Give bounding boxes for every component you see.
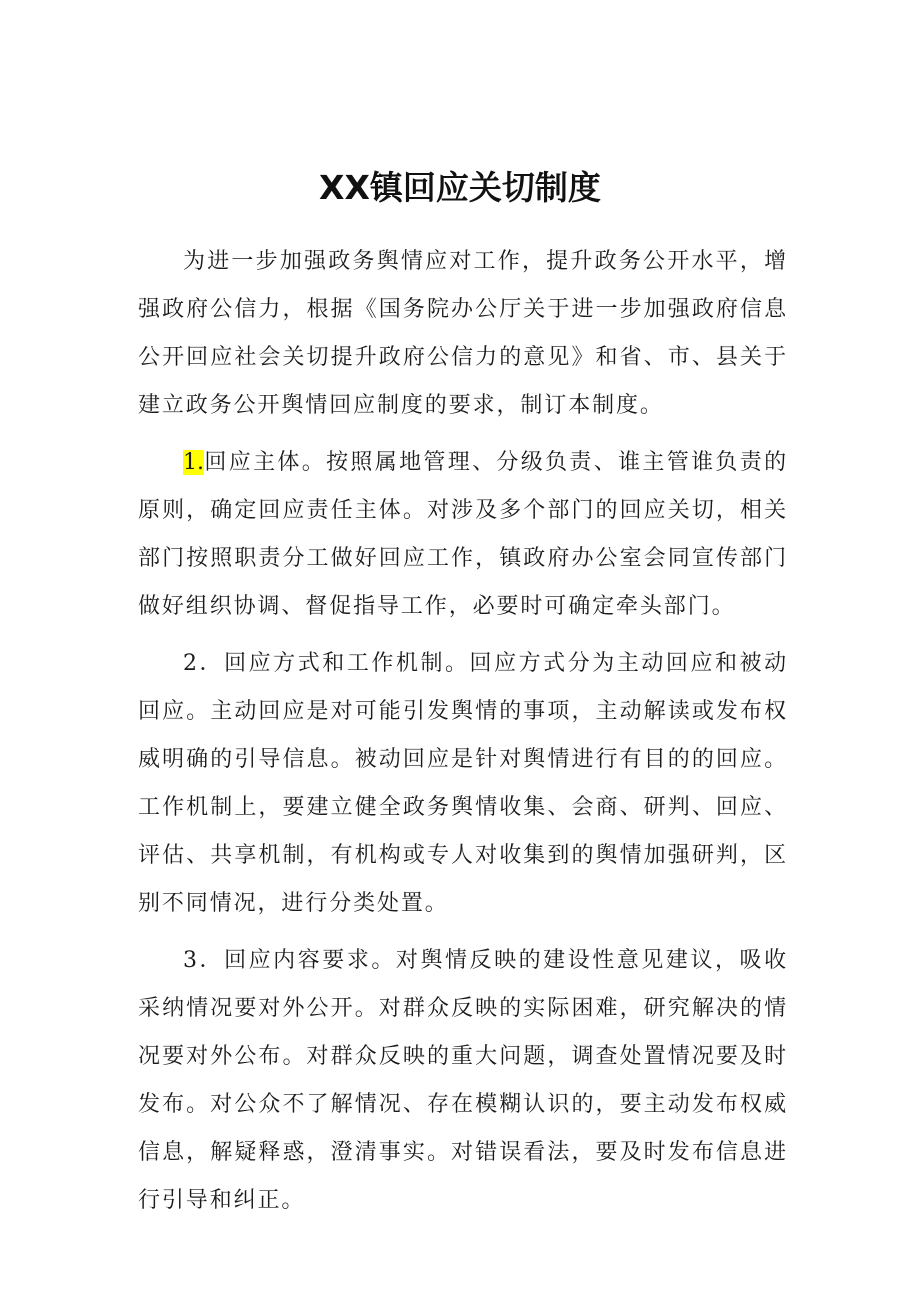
- document-body: [138, 238, 788, 1243]
- section-2-number: 2．: [183, 651, 225, 676]
- section-2-paragraph: [138, 640, 788, 928]
- section-1-text: 回应主体。按照属地管理、分级负责、谁主管谁负责的原则，确定回应责任主体。对涉及多个部门的回应关切，相关部门按照职责分工做好回应工作，镇政府办公室会同宣传部门做好组织协调、督促指导工作，必要时可确定牵头部门。: [138, 450, 788, 619]
- section-1-number-highlight: 1.: [183, 450, 204, 475]
- section-2-text: 回应方式和工作机制。回应方式分为主动回应和被动回应。主动回应是对可能引发舆情的事项，主动解读或发布权威明确的引导信息。被动回应是针对舆情进行有目的的回应。工作机制上，要建立健全政务舆情收集、会商、研判、回应、评估、共享机制，有机构或专人对收集到的舆情加强研判，区别不同情况，进行分类处置。: [138, 651, 788, 916]
- intro-paragraph: 为进一步加强政务舆情应对工作，提升政务公开水平，增强政府公信力，根据《国务院办公厅关于进一步加强政府信息公开回应社会关切提升政府公信力的意见》和省、市、县关于建立政务公开舆情回应制度的要求，制订本制度。: [138, 249, 788, 418]
- section-3-paragraph: [138, 937, 788, 1225]
- section-3-number: 3．: [183, 948, 225, 973]
- section-3-text: 回应内容要求。对舆情反映的建设性意见建议，吸收采纳情况要对外公开。对群众反映的实际困难，研究解决的情况要对外公布。对群众反映的重大问题，调查处置情况要及时发布。对公众不了解情况、存在模糊认识的，要主动发布权威信息，解疑释惑，澄清事实。对错误看法，要及时发布信息进行引导和纠正。: [138, 948, 788, 1213]
- document-title: XX镇回应关切制度: [319, 168, 601, 207]
- section-1-paragraph: [138, 439, 788, 631]
